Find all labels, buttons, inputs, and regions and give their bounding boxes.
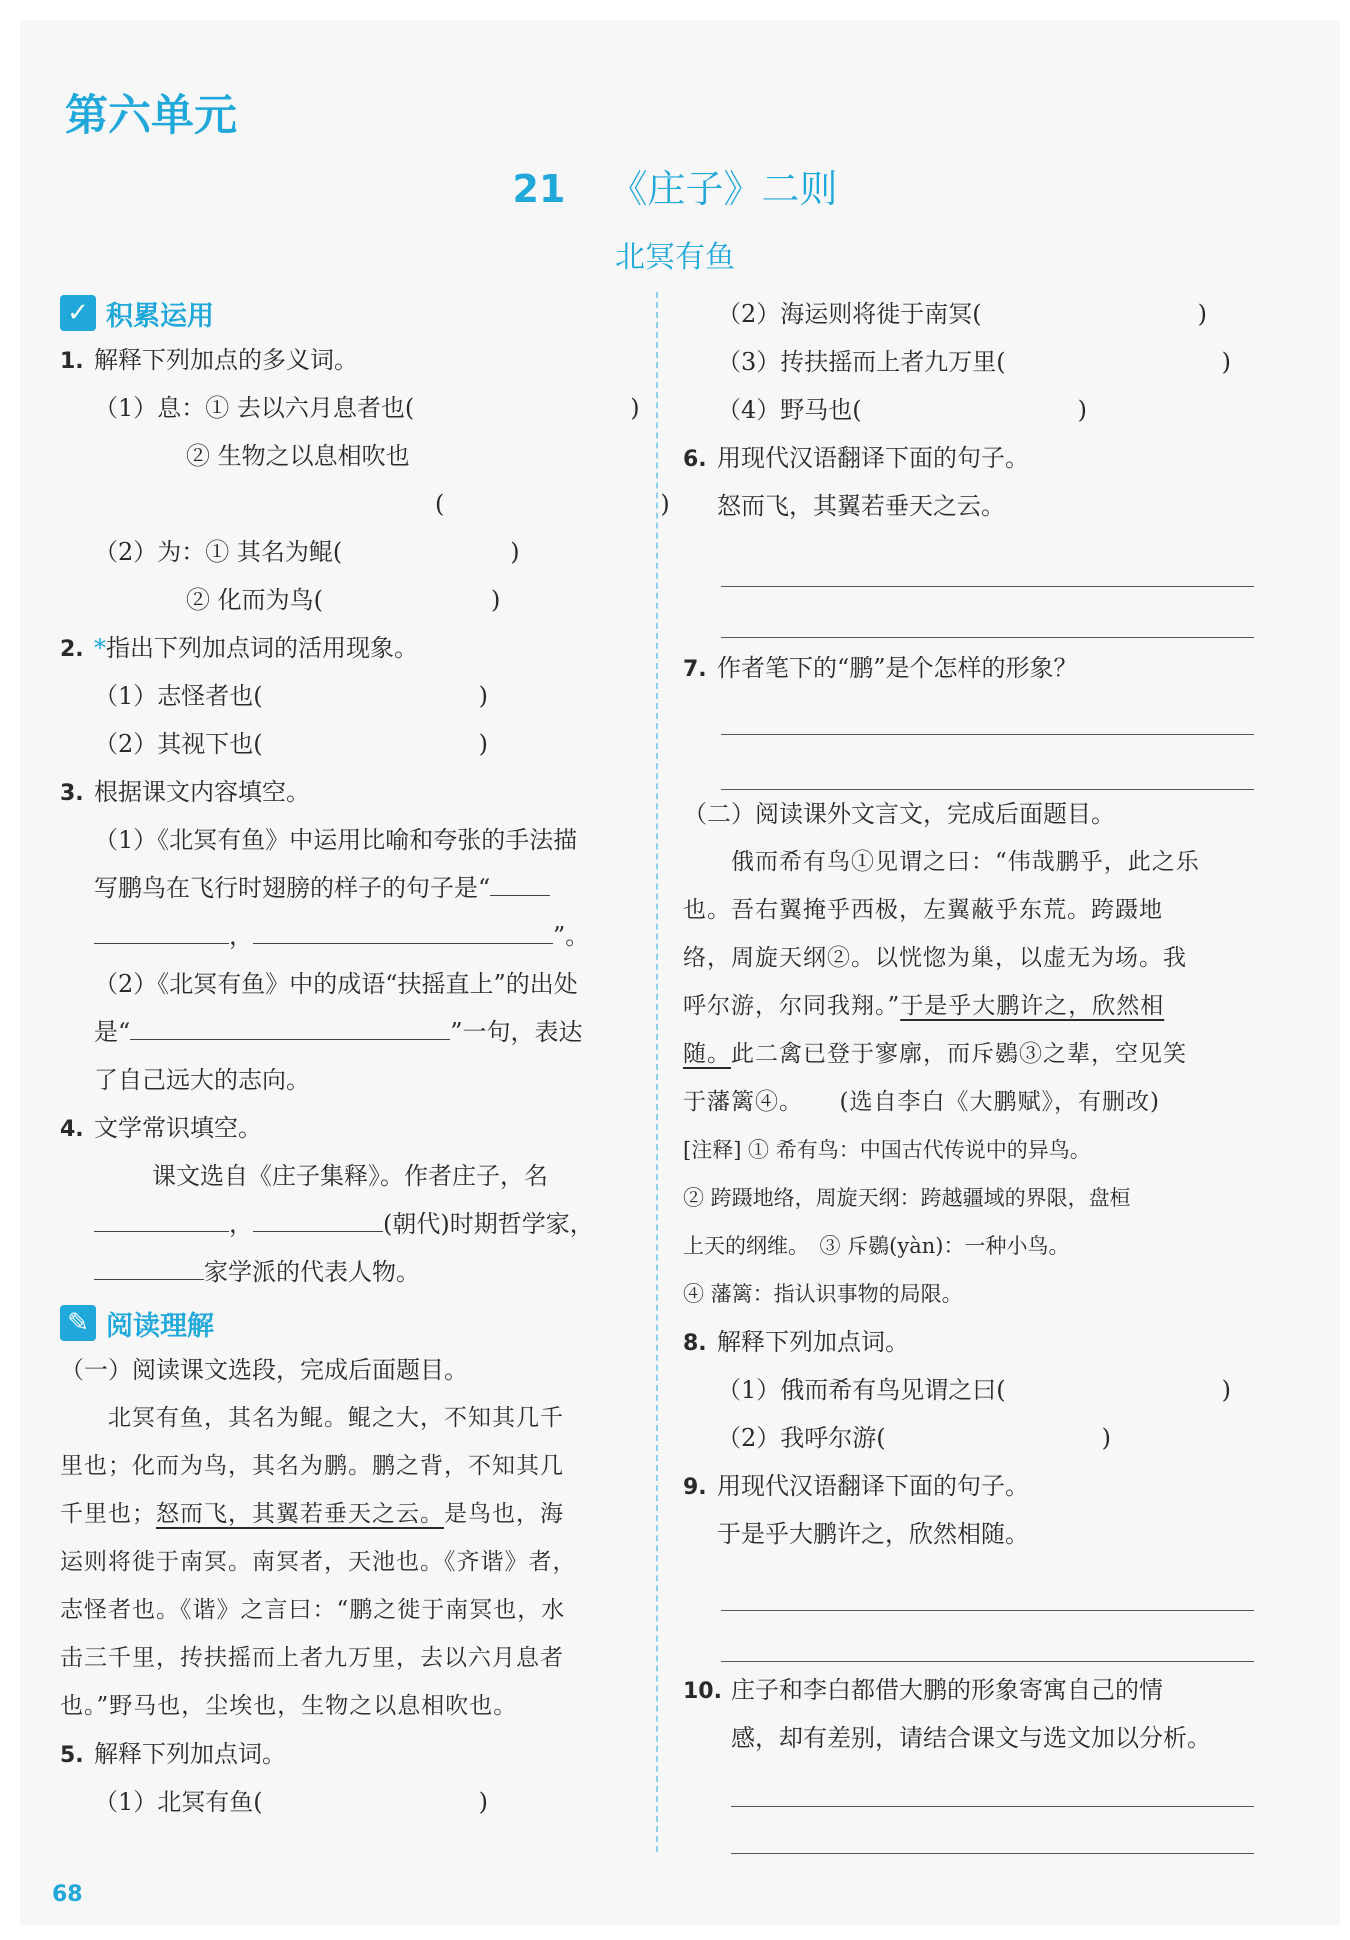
q4-text: ， (229, 1210, 253, 1238)
q3-line (60, 912, 635, 960)
q9-sentence: 于是乎大鹏许之，欣然相随。 (717, 1520, 1029, 1548)
fill-blank[interactable] (130, 1009, 450, 1040)
q3-line: 了自己远大的志向。 (94, 1066, 310, 1094)
fill-blank[interactable] (94, 1201, 229, 1232)
question-text: 文学常识填空。 (94, 1114, 262, 1142)
part-1-heading: （一）阅读课文选段，完成后面题目。 (60, 1356, 468, 1384)
section-reading-title: 阅读理解 (106, 1310, 214, 1342)
q2-item: （2）其视下也( ) (94, 730, 488, 758)
answer-line[interactable] (721, 1611, 1254, 1662)
passage-line: 也。吾右翼掩乎西极，左翼蔽乎东荒。跨蹑地 (683, 897, 1163, 923)
question-2 (60, 624, 635, 672)
answer-line[interactable] (721, 530, 1254, 587)
question-5 (60, 1730, 635, 1778)
q3-line (60, 864, 635, 912)
q1-item: （1）息：① 去以六月息者也( ) (94, 394, 640, 422)
q3-line: （1）《北冥有鱼》中运用比喻和夸张的手法描 (94, 826, 578, 854)
q8-item: （2）我呼尔游( ) (717, 1424, 1111, 1452)
passage-line: 也。”野马也，尘埃也，生物之以息相吹也。 (60, 1693, 518, 1719)
checkbox-icon: ✓ (60, 295, 96, 331)
passage-text: 此二禽已登于寥廓，而斥鷃③之辈，空见笑 (731, 1041, 1187, 1067)
passage-line: 运则将徙于南冥。南冥者，天池也。《齐谐》者， (60, 1549, 577, 1575)
question-text: 解释下列加点词。 (94, 1740, 286, 1768)
pencil-icon: ✎ (60, 1305, 96, 1341)
answer-line[interactable] (731, 1807, 1254, 1854)
underlined-sentence: 于是乎大鹏许之，欣然相 (900, 993, 1165, 1019)
note-line: [注释] ① 希有鸟：中国古代传说中的异鸟。 (683, 1138, 1091, 1162)
fill-blank[interactable] (490, 865, 550, 896)
passage-line: 击三千里，抟扶摇而上者九万里，去以六月息者 (60, 1645, 564, 1671)
question-number: 2. (60, 637, 84, 662)
question-text: 指出下列加点词的活用现象。 (106, 634, 418, 662)
question-number: 8. (683, 1331, 707, 1356)
fill-blank[interactable] (253, 913, 553, 944)
section-accumulate (60, 290, 635, 336)
answer-line[interactable] (731, 1762, 1254, 1807)
question-number: 5. (60, 1743, 84, 1768)
fill-blank[interactable] (253, 1201, 383, 1232)
q1-item: ② 生物之以息相吹也 (186, 442, 410, 470)
question-number: 6. (683, 447, 707, 472)
question-number: 1. (60, 349, 84, 374)
q3-text: ”。 (553, 922, 590, 950)
question-7 (683, 644, 1258, 692)
note-line: ④ 藩篱：指认识事物的局限。 (683, 1282, 963, 1306)
q3-line (60, 1008, 635, 1056)
question-6 (683, 434, 1258, 482)
page-number: 68 (52, 1882, 83, 1907)
answer-line[interactable] (721, 587, 1254, 638)
q4-line: 课文选自《庄子集释》。作者庄子，名 (152, 1162, 548, 1190)
passage-line: 络，周旋天纲②。以恍惚为巢，以虚无为场。我 (683, 945, 1187, 971)
question-4 (60, 1104, 635, 1152)
passage-text: 呼尔游，尔同我翔。” (683, 993, 901, 1019)
question-text-cont: 感，却有差别，请结合课文与选文加以分析。 (731, 1724, 1211, 1752)
note-line: ② 跨蹑地络，周旋天纲：跨越疆域的界限，盘桓 (683, 1186, 1131, 1210)
passage-line: 里也；化而为鸟，其名为鹏。鹏之背，不知其几 (60, 1453, 564, 1479)
question-8 (683, 1318, 1258, 1366)
q1-item: （2）为：① 其名为鲲( ) (94, 538, 520, 566)
q4-text: (朝代)时期哲学家， (383, 1210, 594, 1238)
passage-line: 于藩篱④。 (选自李白《大鹏赋》，有删改) (683, 1089, 1160, 1115)
q1-item: ② 化而为鸟( ) (186, 586, 501, 614)
passage-line (60, 1490, 635, 1538)
fill-blank[interactable] (94, 1249, 204, 1280)
passage-text: 千里也； (60, 1501, 156, 1527)
answer-line[interactable] (721, 692, 1254, 735)
q5-item: （4）野马也( ) (717, 396, 1087, 424)
q1-blank[interactable]: ( ) (435, 490, 670, 518)
question-text: 用现代汉语翻译下面的句子。 (717, 1472, 1029, 1500)
question-text: 根据课文内容填空。 (94, 778, 310, 806)
passage-line (683, 982, 1258, 1030)
right-column (683, 290, 1258, 1854)
question-10 (683, 1666, 1258, 1714)
q8-item: （1）俄而希有鸟见谓之曰( ) (717, 1376, 1231, 1404)
lesson-subtitle: 北冥有鱼 (615, 240, 735, 275)
underlined-sentence: 怒而飞，其翼若垂天之云。 (156, 1501, 444, 1527)
lesson-title (0, 158, 1350, 213)
q3-text: ”一句，表达 (450, 1018, 583, 1046)
q5-item: （3）抟扶摇而上者九万里( ) (717, 348, 1231, 376)
q4-text: 家学派的代表人物。 (204, 1258, 420, 1286)
question-number: 7. (683, 657, 707, 682)
fill-blank[interactable] (94, 913, 229, 944)
question-3 (60, 768, 635, 816)
question-text: 用现代汉语翻译下面的句子。 (717, 444, 1029, 472)
q5-item: （1）北冥有鱼( ) (94, 1788, 488, 1816)
q3-line: （2）《北冥有鱼》中的成语“扶摇直上”的出处 (94, 970, 578, 998)
answer-line[interactable] (721, 735, 1254, 790)
question-1 (60, 336, 635, 384)
q4-line (60, 1200, 635, 1248)
q6-sentence: 怒而飞，其翼若垂天之云。 (717, 492, 1005, 520)
passage-line: 志怪者也。《谐》之言曰：“鹏之徙于南冥也，水 (60, 1597, 566, 1623)
question-text: 作者笔下的“鹏”是个怎样的形象？ (717, 654, 1078, 682)
question-text: 解释下列加点词。 (717, 1328, 909, 1356)
question-text: 解释下列加点的多义词。 (94, 346, 358, 374)
question-text: 庄子和李白都借大鹏的形象寄寓自己的情 (731, 1676, 1163, 1704)
answer-line[interactable] (721, 1558, 1254, 1611)
part-2-heading: （二）阅读课外文言文，完成后面题目。 (683, 800, 1115, 828)
passage-text: 是鸟也，海 (444, 1501, 564, 1527)
unit-title: 第六单元 (65, 91, 237, 141)
q3-text: 写鹏鸟在飞行时翅膀的样子的句子是“ (94, 874, 491, 902)
q4-line (60, 1248, 635, 1296)
q2-item: （1）志怪者也( ) (94, 682, 488, 710)
q3-text: 是“ (94, 1018, 131, 1046)
star-mark: * (94, 634, 106, 662)
passage-line: 俄而希有鸟①见谓之曰：“伟哉鹏乎，此之乐 (731, 849, 1200, 875)
lesson-number: 21 (512, 167, 566, 211)
q3-text: ， (229, 922, 253, 950)
passage-line (683, 1030, 1258, 1078)
q5-item: （2）海运则将徙于南冥( ) (717, 300, 1207, 328)
question-number: 3. (60, 781, 84, 806)
left-column (60, 290, 670, 1826)
question-number: 9. (683, 1475, 707, 1500)
lesson-name: 《庄子》二则 (609, 167, 838, 211)
passage-line: 北冥有鱼，其名为鲲。鲲之大，不知其几千 (108, 1405, 564, 1431)
question-number: 10. (683, 1679, 722, 1704)
note-line: 上天的纲维。 ③ 斥鷃(yàn)：一种小鸟。 (683, 1234, 1070, 1258)
underlined-sentence: 随。 (683, 1041, 731, 1067)
question-number: 4. (60, 1117, 84, 1142)
question-9 (683, 1462, 1258, 1510)
section-reading (60, 1300, 635, 1346)
section-accumulate-title: 积累运用 (106, 300, 214, 332)
